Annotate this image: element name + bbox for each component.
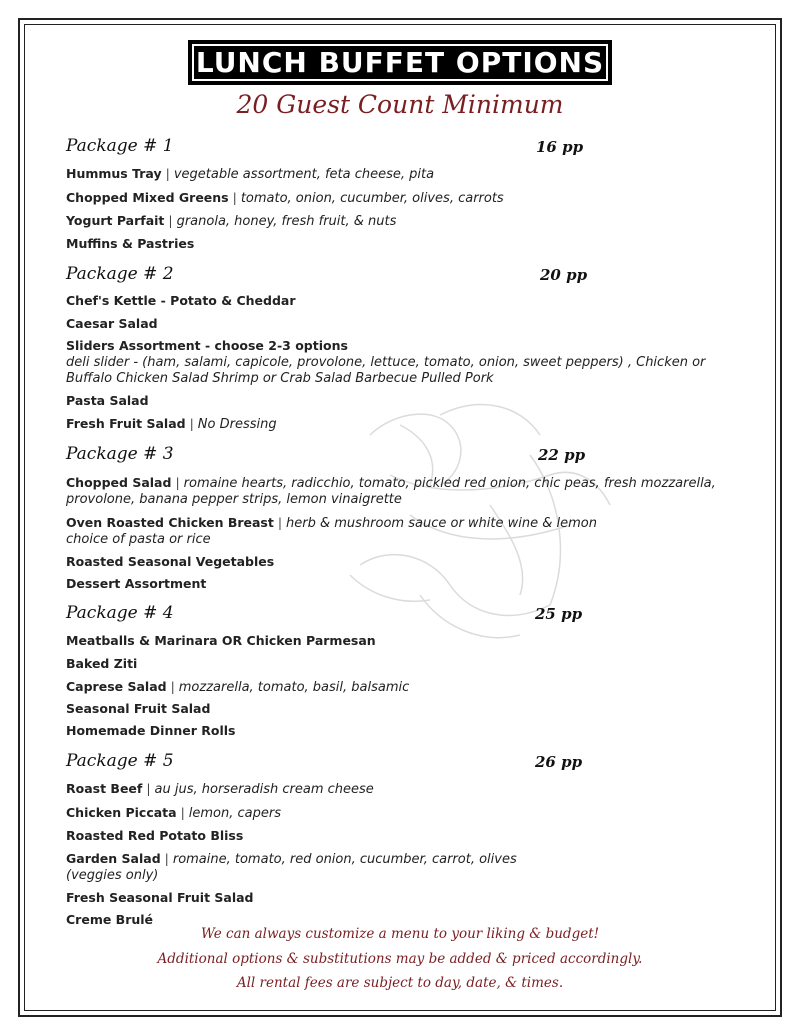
- menu-item-detail: choice of pasta or rice: [66, 532, 211, 547]
- menu-item-detail: Buffalo Chicken Salad Shrimp or Crab Salad Barbecue Pulled Pork: [66, 371, 494, 386]
- menu-item: Seasonal Fruit Salad: [66, 701, 211, 716]
- package-2-heading: Package # 2: [66, 264, 174, 284]
- menu-item: Meatballs & Marinara OR Chicken Parmesan: [66, 633, 376, 648]
- menu-item: Chopped Salad | romaine hearts, radicchio, tomato, pickled red onion, chic peas, fresh mozzarella,: [66, 475, 716, 491]
- menu-item: Roasted Seasonal Vegetables: [66, 554, 275, 569]
- menu-item: Fresh Fruit Salad | No Dressing: [66, 416, 277, 432]
- menu-item: Caprese Salad | mozzarella, tomato, basil, balsamic: [66, 679, 410, 695]
- menu-item: Fresh Seasonal Fruit Salad: [66, 890, 254, 905]
- footer-line-1: We can always customize a menu to your liking & budget!: [200, 926, 600, 942]
- package-1-heading: Package # 1: [66, 136, 174, 156]
- footer-line-2: Additional options & substitutions may be added & priced accordingly.: [157, 951, 643, 967]
- package-4-heading: Package # 4: [66, 603, 174, 623]
- title-banner: [188, 40, 612, 85]
- menu-item: Chicken Piccata | lemon, capers: [66, 805, 281, 821]
- menu-item: Yogurt Parfait | granola, honey, fresh fruit, & nuts: [66, 213, 397, 229]
- page-subtitle: 20 Guest Count Minimum: [236, 90, 564, 119]
- menu-item: Dessert Assortment: [66, 576, 207, 591]
- menu-item: Baked Ziti: [66, 656, 138, 671]
- menu-item: Chef's Kettle - Potato & Cheddar: [66, 293, 296, 308]
- menu-item-detail: deli slider - (ham, salami, capicole, provolone, lettuce, tomato, onion, sweet peppers) , Chicken or: [66, 355, 706, 370]
- menu-item-detail: provolone, banana pepper strips, lemon vinaigrette: [66, 492, 402, 507]
- package-3-heading: Package # 3: [66, 444, 174, 464]
- menu-item: Pasta Salad: [66, 393, 149, 408]
- page-title: LUNCH BUFFET OPTIONS: [195, 46, 605, 79]
- menu-item: Oven Roasted Chicken Breast | herb & mushroom sauce or white wine & lemon: [66, 515, 597, 531]
- menu-item: Muffins & Pastries: [66, 236, 195, 251]
- package-3-price: 22 pp: [538, 446, 586, 464]
- menu-item: Creme Brulé: [66, 912, 154, 927]
- footer-line-3: All rental fees are subject to day, date, & times.: [236, 975, 564, 991]
- menu-item: Roasted Red Potato Bliss: [66, 828, 244, 843]
- menu-item: Caesar Salad: [66, 316, 158, 331]
- menu-item: Garden Salad | romaine, tomato, red onion, cucumber, carrot, olives: [66, 851, 517, 867]
- package-1-price: 16 pp: [536, 138, 584, 156]
- package-2-price: 20 pp: [540, 266, 588, 284]
- menu-item-detail: (veggies only): [66, 868, 159, 883]
- package-5-price: 26 pp: [535, 753, 583, 771]
- menu-item: Chopped Mixed Greens | tomato, onion, cucumber, olives, carrots: [66, 190, 504, 206]
- menu-item: Roast Beef | au jus, horseradish cream cheese: [66, 781, 374, 797]
- menu-item: Hummus Tray | vegetable assortment, feta cheese, pita: [66, 166, 435, 182]
- menu-item: Homemade Dinner Rolls: [66, 723, 236, 738]
- package-4-price: 25 pp: [535, 605, 583, 623]
- menu-item: Sliders Assortment - choose 2-3 options: [66, 338, 348, 353]
- package-5-heading: Package # 5: [66, 751, 174, 771]
